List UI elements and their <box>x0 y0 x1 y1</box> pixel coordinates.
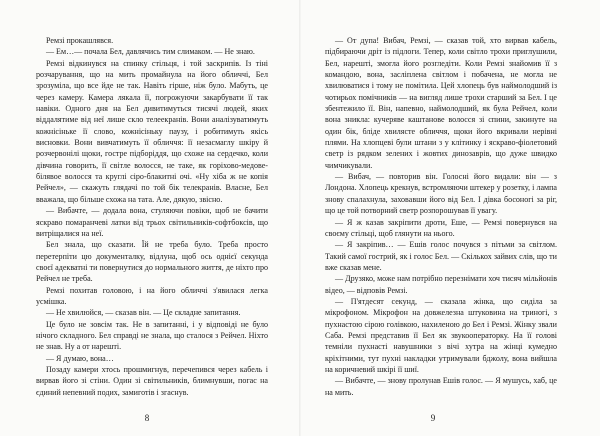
left-paragraph: Ремзі відкинувся на спинку стільця, і той заскрипів. Із тіні розчарування, що на мить промайнула на його обличчі, Бел зрозуміла, що все йде не так. Навіть гірше, ніж було. Мабуть, це через камеру. Камера лякала її, погрожуючи закарбувати її так навіки. Одного дня на Бел дивитимуться тисячі людей, яких віддалятиме від неї лише скло телеекранів. Вони аналізуватимуть кожнісіньке її слово, кожнісіньку паузу, і робитимуть якісь висновки. Вони вивчатимуть її обличчя: її незасмаглу шкіру й розчервонілі щоки, гостре підборіддя, що схоже на сердечко, коли дівчина говорить, її світле волосся, не таке, як горіхово-медове-білявое волосся та круглі сіро-блакитні очі. «Ну хіба ж не копія Рейчел», — скажуть глядачі по той бік телекранів. Власне, Бел вважала, що більше схожа на тата. Але, дякую, звісно. <box>36 58 268 204</box>
left-paragraph: Позаду камери хтось прошмигнув, перечепився через кабель і вирвав його зі стіни. Один зі світильників, блимнувши, погас на єдиний непевний подих, замиготів і згаснув. <box>36 364 268 397</box>
right-page-number: 9 <box>430 413 436 423</box>
right-paragraph: — Вибачте, — знову пролунав Ешів голос. — Я мушусь, хаб, це на мить. <box>325 376 557 397</box>
left-paragraph: Ремзі прокашлявся. <box>46 36 114 45</box>
left-page <box>36 35 268 407</box>
right-paragraph: — П'ятдесят секунд, — сказала жінка, що сиділа за мікрофоном. Мікрофон на довжелезна штуковина на триногі, з пухнастою сірою голівкою, нахиленою до Бел і Ремзі. Жінку звали Саба. Ремзі представив її Бел як звукооператорку. На її голові темніли пухнасті навушники з вічі хутра на жінці кумедно кріхітними, тут пухні накладки утримували бджолу, вона вийшла на коричневий шкірі її шиї. <box>325 296 557 374</box>
page-gutter <box>299 0 301 436</box>
right-paragraph: — От дупа! Вибач, Ремзі, — сказав той, хто вирвав кабель, підбираючи дріт із підлоги. Тепер, коли світло трохи приглушили, Бел, нарешті, змогла його розгледіти. Коли Ремзі знайомив її з командою, вона, засліплена світлом і побачена, не могла не хвилюватися і тому не помітила. Цей хлопець був наймолодший із чотирьох помічників — на вигляд лише трохи старший за Бел. І це збентежило її. Він, напевно, наймолодший, як була Рейчел, коли вона зникла: кучеряве каштанове волосся зі спини, закинуте на один бік, бліде хвилясте обличчя, щоки його вкривали нерівні плями. На хлопцеві були штани з у клітинку і яскраво-фіолетовий светр із рядком зелених і жовтих динозаврів, що дуже швидко чимчикували. <box>325 36 557 170</box>
left-paragraph: — Вибачте, — додала вона, стуляючи повіки, щоб не бачити яскраво помаранчеві латки від трьох світильників-софтбоксів, що витріщалися на неї. <box>36 206 268 238</box>
left-paragraph: — Не хвилюйся, — сказав він. — Це складне запитання. <box>46 308 241 318</box>
right-page <box>325 35 557 407</box>
left-page-number: 8 <box>144 413 150 423</box>
left-paragraph: — Ем…— почала Бел, давлячись тим слимаком. — Не знаю. <box>46 47 255 57</box>
left-paragraph: Ремзі похитав головою, і на його обличчі з'явилася легка усмішка. <box>36 285 268 306</box>
right-paragraph: — Друзяко, може нам потрібно перезнімати хоч тисяч мільйонів відео, — відповів Ремзі. <box>325 274 557 295</box>
right-paragraph: — Я ж казав закріпити дроти, Еше, — Ремзі повернувся на своєму стільці, щоб глянути на нього. <box>325 217 557 238</box>
left-paragraph: — Я думаю, вона… <box>46 353 114 363</box>
left-paragraph: Це було не зовсім так. Не в запитанні, і у відповіді не було нічого складного. Бел справді не знала, що сталося з Рейчел. Ніхто не знав. Ну а от нарешті. <box>36 319 268 352</box>
right-paragraph: — Вибач, — повторив він. Голосні його видали: він — з Лондона. Хлопець крекнув, встромляючи штекер у розетку, і лампа знову спалахнула, заховавши його від Бел. І дівка босоногі за ріг, що це той потворний светр розпорошував її увагу. <box>325 172 557 216</box>
left-paragraph: Бел знала, що сказати. Їй не треба було. Треба просто перетерпіти цю документалку, відлуна, щоб ось однієї секунда своєї адекватні ти повернутися до нормального життя, де ніхто про Рейчел не треба. <box>36 240 268 284</box>
right-paragraph: — Я закріпив… — Ешів голос почувся з пітьми за світлом. Такий самої гострий, як і голос Бел. — Скількох зайвих слів, що ти вже сказав мене. <box>325 240 557 272</box>
